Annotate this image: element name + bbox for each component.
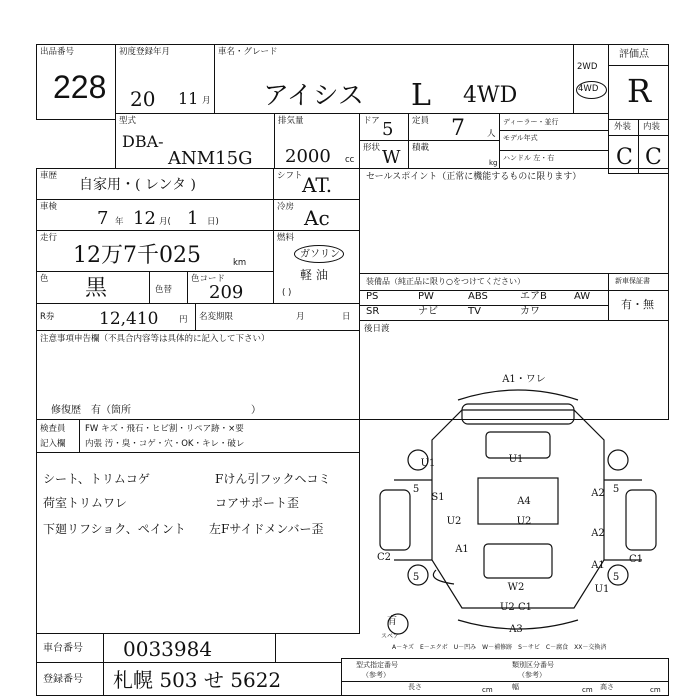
int-score: C [645, 145, 662, 170]
comment-left-2: 荷室トリムワレ [43, 496, 128, 510]
mileage-unit: km [233, 258, 247, 268]
color-value: 黒 [85, 276, 108, 301]
model-year-label: モデル年式 [503, 134, 538, 142]
car-grade: L [411, 78, 431, 113]
sales-point-box [359, 168, 669, 274]
diagram-label-0: A1・ワレ [502, 374, 546, 385]
equipment-item-3: エアB [520, 291, 547, 302]
load-box [408, 140, 500, 169]
height-unit: cm [650, 686, 661, 694]
fuel-diesel: 軽 油 [300, 268, 328, 282]
score-value: R [627, 72, 652, 110]
damage-legend: A－キズ E－エクボ U－凹み W－補修跡 S－サビ C－腐食 XX－交換済 [392, 644, 607, 651]
diagram-label-20: A3 [509, 624, 523, 635]
displacement-box [274, 113, 360, 169]
diagram-label-17: U1 [594, 584, 610, 595]
notes-label: 注意事項申告欄（不具合内容等は具体的に記入して下さい） [40, 334, 270, 344]
diagram-label-3: 5 [412, 484, 420, 495]
score-label: 評価点 [619, 49, 649, 60]
auction-sheet [36, 44, 669, 696]
dealer-label: ディーラー・並行 [503, 118, 559, 126]
aircon-value: Ac [304, 206, 330, 230]
bottom-spec-box [341, 658, 669, 696]
shift-value: AT. [302, 173, 333, 197]
deadline-month: 月 [296, 312, 305, 322]
history-options: 自家用・( レンタ ) [79, 177, 196, 193]
diagram-label-2: U1 [508, 454, 524, 465]
lot-number: 228 [53, 69, 107, 105]
comment-right-1: Fけん引フックヘコミ [215, 472, 331, 486]
mileage-label: 走行 [40, 233, 58, 243]
capacity-box [408, 113, 500, 141]
ext-label: 外装 [614, 122, 632, 132]
first-reg-month-unit: 月 [202, 96, 211, 106]
fuel-paren: ( ) [282, 288, 292, 298]
history-label: 車歴 [40, 171, 58, 181]
warranty-label: 新車保証書 [615, 277, 650, 285]
width-unit: cm [582, 686, 593, 694]
diagram-label-4: 5 [612, 484, 620, 495]
comment-right-3: 左Fサイドメンバー歪 [209, 522, 324, 536]
diagram-label-18: W2 [507, 582, 525, 593]
displacement-label: 排気量 [278, 116, 304, 126]
inspection-box [36, 199, 274, 231]
recycle-value: 12,410 [99, 309, 159, 329]
inspector-row1: FW キズ・飛石・ヒビ割・リペア跡・×要 [85, 424, 244, 434]
handle-label: ハンドル 左・右 [503, 154, 555, 162]
fuel-gasoline: ガソリン [300, 249, 340, 260]
equipment-item-2: ABS [468, 291, 488, 302]
lot-box [36, 44, 116, 120]
diagram-label-8: A2 [591, 488, 605, 499]
notes-box [36, 330, 360, 420]
drive-opt-2wd: 2WD [577, 62, 598, 72]
registration-box [36, 662, 342, 696]
equipment-item-1: PW [418, 291, 434, 302]
diagram-label-5: 5 [412, 572, 420, 583]
color-label: 色 [40, 274, 49, 284]
model-prefix: DBA- [122, 132, 164, 151]
equipment-item-7: TV [468, 306, 481, 317]
car-name: アイシス [263, 81, 364, 111]
equipment-item-4: AW [574, 291, 591, 302]
model-value: ANM15G [168, 148, 253, 169]
width-label: 幅 [512, 683, 519, 691]
fuel-label: 燃料 [277, 233, 295, 243]
diagram-label-19: U2 C1 [500, 602, 532, 613]
diagram-label-7: S1 [431, 492, 445, 503]
chassis-box [36, 633, 276, 663]
color-change-label: 色替 [155, 285, 173, 295]
type-number-ref: （参考） [362, 671, 390, 679]
aircon-box [273, 199, 360, 231]
shape-value: W [382, 147, 401, 168]
warranty-box [608, 273, 669, 321]
displacement-unit: cc [345, 155, 355, 165]
capacity-label: 定員 [412, 116, 430, 126]
class-number-label: 類別区分番号 [512, 661, 554, 669]
car-name-box [214, 44, 574, 114]
capacity-unit: 人 [487, 129, 496, 139]
inspector-label1: 検査員 [40, 424, 66, 434]
car-name-label: 車名・グレード [218, 47, 278, 57]
color-box [36, 271, 274, 304]
first-reg-label: 初度登録年月 [119, 47, 171, 57]
dealer-box [499, 113, 609, 169]
equipment-item-6: ナビ [418, 306, 438, 317]
sales-point-label: セールスポイント（正常に機能するものに限ります） [366, 172, 582, 182]
inspection-day: 1 [187, 208, 199, 229]
fuel-box [273, 230, 360, 304]
length-unit: cm [482, 686, 493, 694]
doors-value: 5 [382, 119, 394, 140]
recycle-box [36, 303, 196, 331]
load-label: 積載 [412, 143, 430, 153]
diagram-label-16: C1 [628, 554, 644, 565]
inspection-year: 7 [97, 208, 109, 229]
shift-box [273, 168, 360, 200]
shape-label: 形状 [363, 143, 381, 153]
diagram-label-11: A1 [455, 544, 469, 555]
diagram-label-14: A1 [591, 560, 605, 571]
car-damage-diagram [366, 370, 669, 642]
class-number-ref: （参考） [518, 671, 546, 679]
int-label: 内装 [643, 122, 661, 132]
equipment-item-0: PS [366, 291, 379, 302]
diagram-label-1: U1 [420, 458, 436, 469]
color-code-label: 色コード [191, 274, 226, 284]
diagram-label-21: 有 [387, 616, 397, 627]
deadline-day: 日 [342, 312, 351, 322]
aircon-label: 冷房 [277, 202, 295, 212]
length-label: 長さ [408, 683, 422, 691]
doors-box [359, 113, 409, 141]
car-drive: 4WD [463, 83, 518, 108]
capacity-value: 7 [451, 116, 465, 141]
inspection-month-unit: 月( [159, 217, 171, 227]
shape-box [359, 140, 409, 169]
ext-score: C [616, 145, 633, 170]
load-unit: kg [489, 159, 498, 167]
diagram-label-13: U2 [516, 516, 532, 527]
after-date-label: 後日渡 [364, 324, 390, 334]
chassis-value: 0033984 [123, 637, 213, 661]
inspector-label2: 記入欄 [40, 439, 66, 449]
drive-opt-4wd: 4WD [578, 84, 599, 94]
first-reg-year: 20 [130, 87, 156, 111]
diagram-label-9: U2 [446, 516, 462, 527]
equipment-item-5: SR [366, 306, 380, 317]
recycle-label: R券 [40, 312, 55, 322]
diagram-label-22: スペア [380, 633, 400, 640]
repair-history: 修復歴 有（箇所 ） [51, 405, 261, 416]
mileage-value: 12万7千025 [73, 243, 201, 268]
inspection-month: 12 [133, 208, 156, 229]
deadline-label: 名変期限 [199, 312, 234, 322]
first-reg-month: 11 [178, 89, 199, 108]
warranty-value: 有・無 [621, 298, 654, 311]
shift-label: シフト [277, 171, 303, 181]
history-box [36, 168, 274, 200]
color-code: 209 [209, 282, 244, 303]
inspection-year-unit: 年 [115, 217, 124, 227]
comment-right-2: コアサポート歪 [215, 496, 300, 510]
height-label: 高さ [600, 683, 614, 691]
inspector-row2: 内張 汚・臭・コゲ・穴・OK・キレ・破レ [85, 439, 245, 449]
registration-label: 登録番号 [43, 674, 83, 685]
inspection-day-unit: 日) [207, 217, 219, 227]
first-reg-box [115, 44, 215, 114]
lot-label: 出品番号 [40, 47, 75, 57]
drive-box [573, 44, 609, 114]
comments-box [36, 452, 360, 634]
model-label: 型式 [119, 116, 137, 126]
diagram-label-10: A2 [591, 528, 605, 539]
score-box [608, 44, 669, 174]
mileage-box [36, 230, 274, 272]
comment-left-3: 下廻リフショク、ペイント [43, 522, 186, 536]
doors-label: ドア [363, 116, 380, 126]
diagram-label-6: 5 [612, 572, 620, 583]
equipment-item-8: カワ [520, 306, 540, 317]
type-number-label: 型式指定番号 [356, 661, 398, 669]
inspector-box [36, 419, 360, 453]
diagram-label-15: C2 [376, 552, 392, 563]
deadline-box [195, 303, 360, 331]
recycle-unit: 円 [179, 315, 188, 325]
equipment-box [359, 273, 609, 321]
comment-left-1: シート、トリムコゲ [43, 472, 150, 486]
diagram-label-12: A4 [517, 496, 531, 507]
equipment-label: 装備品（純正品に限り○をつけてください） [366, 277, 525, 286]
displacement-value: 2000 [285, 146, 331, 167]
model-box [115, 113, 275, 169]
chassis-label: 車台番号 [43, 643, 83, 654]
wheel-fr [608, 450, 628, 470]
registration-value: 札幌 503 せ 5622 [113, 668, 282, 692]
inspection-label: 車検 [40, 202, 58, 212]
